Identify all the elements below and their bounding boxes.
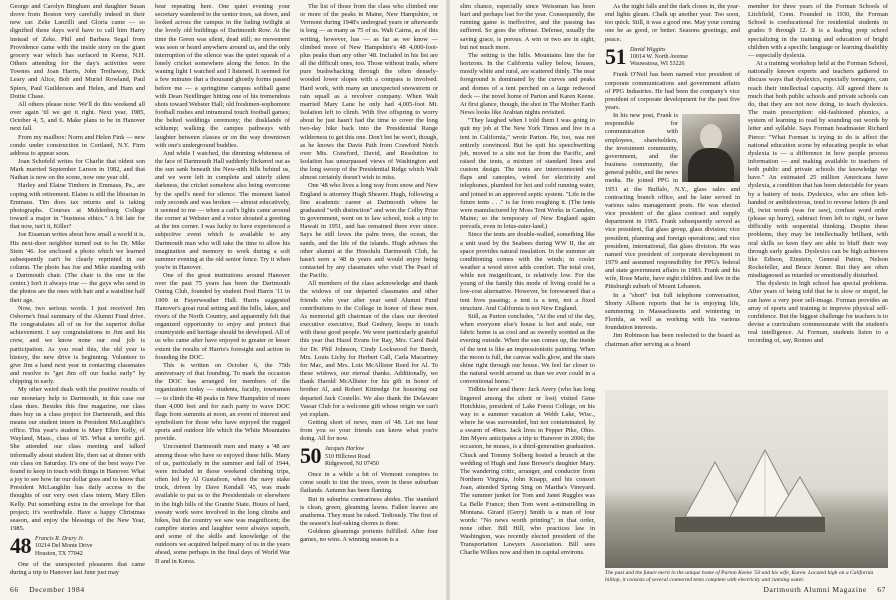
- paragraph: At a training workshop held at the Forman School, nationally known experts and teachers gathered to discuss ways that dyslexics, especially teenagers, can reach their intellectual capacity. All agreed there is much that both public schools and private schools can do, that they are not now doing, to teach dyslexics. The main prescription: old-fashioned phonics, a system of learning to read by sounding out words by letter and syllable. Says Forman headmaster Richard Pierce: "What Forman is trying to do is affect the national education scene by educating people to what dyslexia is — a difference in how people process information — and making available to teachers of both public and private schools the knowledge we have." An estimated 25 million Americans have dyslexia, a condition that has been detectable for years by a battery of tests. Dyslexics, who are often left-handed or ambidextrous, tend to reverse letters (b and d), twist words (was for saw), confuse word order (please up hurry), subtract from left to right, or have difficulty with sequential thinking. Despite these problems, they may be intellectually brilliant, with oral skills so keen they are able to bluff their way through early grades. Dyslexics can be high achievers like Edison, Einstein, General Patton, Nelson Rockefeller, and Bruce Jenner. But they are often misdiagnosed as retarded or emotionally disturbed.: [748, 60, 888, 280]
- paragraph: Now, two serious words. I just received Jim Osborne's final summary of the Alumni Fund drive. He congratulates all of us for the superior dollar achievement. I say congratulations to Jim and his crew, and we know none our real job is participation. As you read this, the old year is history, the new drive is beginning. Volunteer to give Jim a hand next year in contacting classmates and resolve to "get Jim off our backs early" by chipping in early.: [10, 304, 145, 386]
- secretary-name: Francis R. Drury Jr.: [35, 536, 84, 543]
- column-5: [605, 3, 740, 385]
- paragraph: The dyslexic in high school has special problems. After years of being told that he is slow or stupid, he can have a very poor self-image. Forman provides an array of sports and training to improve physical self-confidence. But the biggest challenge for teachers is to devise a curriculum commensurate with the student's real intelligence. At Forman, students listen to a recording of, say, Romeo and: [748, 280, 888, 345]
- column-2: [155, 3, 290, 583]
- paragraph: Goldenn gleamings portents fulfilled. After four games, no wins. A winning season is a: [300, 528, 438, 544]
- paragraph: Once in a while a bit of Vermont conspires to come south to tint the trees, even in these suburban flatlands. Autumn has been flaming.: [300, 471, 438, 495]
- city: Ridgewood, NJ 07450: [325, 460, 379, 467]
- paragraph: The list of those from the class who climbed one or more of the peaks in Maine, New Hampshire, or Vermont during 1948's undergrad years or afterwards is long — as many as 75 of us. Walt Cairns, as of this writing, however, has — as far as we know — climbed more of New Hampshire's 48 4,000-foot-plus peaks than any other '48. Included in his list are all the difficult ones, too. Those without trails, where pure bushwhacking through the often densely-wooded lower slopes with a compass is involved. Hard work, with many an unexpected snowstorm or rain squall as a revolver company. When Walt married Mary Lane he only had 4,005-foot Mt. Isolation left to climb. With five offspring to worry about he just hasn't had the time to cover the long two-day hike back into the Presidential Range wilderness to get this one. Don't bet he won't, though, as he knows the Davis Path from Crawford Notch over Mts. Crawford, David, and Resolution to Isolation has unsurpassed views of Washington and the long swoop of the Presidential Ridge which Walt almost certainly doesn't wish to miss.: [300, 3, 438, 182]
- paragraph: Jim Robinson has been reelected to the board as chairman after serving as a board: [605, 332, 740, 348]
- paragraph: Harley and Elaine Timbers in Emmaus, Pa., are coping with retirement. Elaine is still the librarian in Emmaus. Tim does tax returns and is taking photographs. Courses at Muhlenburg College toward a major in "business ethics." A bit late for that now, isn't it, Killer?: [10, 182, 145, 231]
- paragraph: Still, as Parton concludes, "At the end of the day, when everyone else's house is hot and stale, our fabric home is as cool and as sweetly scented as the evening outside. When the sun comes up, the inside of the tent is like an impressionistic painting. When the moon is full, the canvas walls glow, and the stars shine right through our house. We feel far closer to the natural world around us than we ever could in a conventional home.": [460, 312, 595, 386]
- paragraph: Tidbits here and there: Jack Avery (who has long lingered among the silent or lost) visited Gene Hotchkiss, president of Lake Forest College, on his way to a summer vacation at Webb Lake, Wisc., where he was surrounded, but not contaminated, by a swarm of 49ers. Jack lives in Pepper Pike, Ohio. Jim Myers anticipates a trip to Hanover in 2006; the occasion, he muses, is a third-generation graduation. Chuck and Tommy Solberg hosted a brunch at the wedding of Hugh and Jane Brewer's daughter Mary. The wandering critic, arranger, and conductor from Northern Virginia, John Knapp, and his consort Joan, attended Spring Sing on Martha's Vineyard. The summer junket for Tom and Janet Ruggles was La Belle France; then Tom went a-minstrelling in Montana. Girard (Gerry) Smith is a man of four words: "No news worth printing"; in that order, none other. Bill Hill, who practices law in Washington, was recently elected president of the Transportation Lawyers Association. Bill sees Charlie Wilkes now and then in capital environs.: [460, 386, 595, 557]
- tent-house-photo: [605, 390, 888, 568]
- portrait-photo: [682, 114, 740, 182]
- paragraph: member for three years of the Forman Schools of Litchfield, Conn. Founded in 1930, the Forman School is coeducational for residential students in grades 9 through 12. It is a leading prep school specializing in the training and education of bright children with a specific language or learning disability — especially dyslexia.: [748, 3, 888, 59]
- class-number: 51: [605, 43, 626, 69]
- city: Houston, TX 77042: [35, 550, 83, 557]
- column-3: [300, 3, 438, 583]
- photo-caption: The past and the future merit in the unique home of Parton Keene '50 and his wife, Karen. Located high on a California hilltop, it consists of several connected tents complete with electricity and running water.: [605, 570, 874, 583]
- secretary-address: [630, 47, 688, 69]
- paragraph: bear repeating here. One quiet evening your secretary wandered to the senior trees, sat down, and looked across the campus in the fading twilight at the lovely old buildings of Dartmouth Row. At the time the Green was silent, dead still; no movement was seen or heard anywhere around us, and the only interruption of the silence was the quiet squeak of a lonely cricket somewhere along the fence. In the waning light I watched and I listened. It seemed for a few minutes that a thousand ghostly forms passed before me — a springtime campus softball game with Dean Neidlinger hitting one of his tremendous shots toward Webster Hall; old freshmen-sophomore football rushes and intramural touch football games; the belted weddings ceremony; the dusklands of schlump; walking the campus pathways with laughter between classes or on the way downtown with one's underground buddies.: [155, 3, 290, 149]
- secretary-address: [35, 536, 93, 558]
- paragraph: "They laughed when I told them I was going to quit my job at The New York Times and live in a tent in California," wrote Parton. He, too, was not entirely convinced. But he quit his speechwriting job, moved to a site not far from the Pacific, and raised the tents, a mixture of standard lines and custom design. The tents are interconnected via flaps and canopies, wired for electricity and telephones, plumbed for hot and cold running water, and joined to an approved septic system. "Life in the future tents . . ." is far from roughing it. (The tents were manufactured by Moss Tent Works in Camden, Maine; so the temporary of New England again prevails, even in lotus-eater-land.): [460, 117, 595, 231]
- paragraph: slim chance, especially since Weissman has been hurt and perhaps lost for the year. Consequently, the running game is ineffective, and the passing has suffered. So goes the offense. Defense, usually the saving grace, is porous. A win or two are in sight, but not much more.: [460, 3, 595, 51]
- secretary-address: [325, 446, 379, 468]
- paragraph: From my mailbox: Norm and Helen Fink — new condo under construction in Cortland, N.Y. Firm address to appear soon.: [10, 133, 145, 157]
- column-6: [748, 3, 888, 385]
- paragraph: In a "short" but full telephone conversation, Shorty Allison reports that he is enjoying life, summering in Massachusetts and wintering in Florida, as well as working with his various foundation interests.: [605, 291, 740, 332]
- column-4: [460, 3, 595, 583]
- tent-illustration: [675, 442, 825, 532]
- paragraph: Frank O'Neil has been named vice president of corporate communications and government affairs of PPG Industries. He had been the company's vice president of corporate development for the past five years.: [605, 71, 740, 112]
- portrait-body: [688, 148, 734, 182]
- folio-left: [10, 585, 85, 594]
- city: Wauwatosa, WI 53226: [630, 61, 685, 68]
- paragraph: As the night falls and the dark closes in, the year-end lights gleam. Chalk up another year. Too soon, too quick. Still, it was a good one. May your coming one be as good, or better. Seasons greetings, and peace.: [605, 3, 740, 43]
- folio-right: [763, 585, 886, 594]
- paragraph: One of the great institutions around Hanover over the past 75 years has been the Dartmouth Outing Club, founded by student Fred Harris '11 in 1909 in Fayerweather Hall. Harris suggested Hanover's great rural setting and the hills, lakes, and rivers of the North Country, and apparently felt that organized opportunity to enjoy and protect that countryside and heritage should be developed. All of us who came after have enjoyed to greater or lesser extent the results of Harris's foresight and action in founding the DOC.: [155, 272, 290, 361]
- paragraph: All others please note: We'll do this weekend all over again 'til we get it right. Next year, 1985, October 4, 5, and 6. Make plans to be in Hanover next fall.: [10, 100, 145, 133]
- class-50-header: [300, 443, 438, 469]
- secretary-name: Jacques Harlow: [325, 446, 365, 453]
- page-number: 67: [877, 585, 886, 594]
- paragraph: This is written on October 6, the 75th anniversary of that founding. To mark the occasion the DOC has arranged for members of the organization today — students, faculty, townsmen — to climb the 48 peaks in New Hampshire of more than 4,000 feet and for each party to wave DOC flags from summits at noon, an event of interest and symbolism for those who have enjoyed the rugged sports and outdoor life which the White Mountains provide.: [155, 361, 290, 443]
- street: 510 Hillcrest Road: [325, 453, 371, 460]
- page-number: 66: [10, 585, 19, 594]
- paragraph: Since the tents are double-walled, something like a unit used by the Seabees during WW II, the air space provides natural insulation. In the summer air conditioning comes with the winds; in cooler weather a wood stove adds comfort. The total cost, while not insignificant, is relatively low. For the young of the family this mode of living could be a low-cost alternative. However, be forewarned that a tent lives passing; a tent is a tent, not a fixed structure. And California is not New England.: [460, 231, 595, 312]
- class-51-header: [605, 43, 740, 69]
- paragraph: All members of the class acknowledge and thank the widows of our departed classmates and other friends who year after year send Alumni Fund contributions to the College in honor of these men. As memorial gift chairman of the class our devoted executive executive, Bud Gednoy, keeps in touch with these good people. We were particularly grateful this year that Hazel Evans for Ray, Mrs. Carol Bald for Dr. Phil Johnson, Cindy Lockwood for Beech, Mrs. Louis Lichy for Herbert Call, Carla Macartney for Mac, and Mrs. Lois McAllister Reed for Al. To these widows, our eternal thanks. Additionally, we thank Harold McAllister for his gift in honor of brother Al, and Robert Kittredge for honoring our departed Jack Costello. We also thank the Delaware Vassar Club for a welcome gift whose origin we can't yet explain.: [300, 280, 438, 418]
- street: 10014 W. North Avenue: [630, 53, 688, 60]
- paragraph: George and Carolyn Bingham and daughter Susan drove from Boston very carefully indeed in their new car. Zeke Lanzilli and Gloria came — so dignified these days we'd have to call him Harry instead of Zeke. Phil and Barbara Segal from Providence came with the inside story on the giant grocery war which has surfaced in Keene, N.H. Others attending for the day's activities were Townes and Joan Harris, John Treihaway, Dick Leary and Alice, Bob and Muriel Rowland, Paul Spiers, Paul Guilderson and Helen, and Ham and Dottie Chase.: [10, 3, 145, 100]
- class-48-header: [10, 533, 145, 559]
- magazine-title: Dartmouth Alumni Magazine: [763, 585, 867, 594]
- paragraph: But in suburbia contrariness abides. The standard is clean, green, gleaming lawns. Fallen leaves are anathema. They must be raked. Tediously. The first of the season's leaf-raking chores is done.: [300, 495, 438, 527]
- paragraph: In his new post, Frank is responsible for communication with employees, shareholders, the investment community, government, and the business community, the general public, and the news media. He joined PPG in 1951 at the Buffalo, N.Y., glass sales and contracting branch office, and he later served in various sales management posts. He was elected vice president of the glass contract and supply department in 1965. Frank subsequently served as vice president, flat glass group, glass division; vice president, planning and foreign operations; and vice president, international, flat glass division. He was named vice president of corporate development in 1979 and assumed responsibility for PPG's federal and state government affairs in 1983. Frank and his wife, Rose Marie, have eight children and live in the Pittsburgh suburb of Mount Lebanon.: [605, 112, 740, 291]
- paragraph: My other weird deals with the positive results of our monetary help to Dartmouth, in this case our class dues. Besides this fine magazine, our class dues buy us a class project for Dartmouth, and this means our student intern in President McLaughlin's office. This year's student is Mary Ellen Kelly, of Wayland, Mass., class of '85. What a terrific girl. She attended our class meeting and talked informally about student life, then sat at dinner with our class on Saturday. It's one of the best ways I've found to keep in touch with things in Hanover. What a joy to see how far our dollar goes and to know that President McLaughlin has daily access to the thoughts of our very own class intern, Mary Ellen Kelly. Put something extra in the envelope for that project; it's worthwhile. Have a happy Christmas season, and enjoy the blessings of the New Year, 1985.: [10, 386, 145, 532]
- paragraph: The setting is the hills. Mountains line the far horizons. In the California valley below, houses, mostly white and rural, are scattered thinly. The near foreground is dominated by the curves and peaks and domes of a tent perched on a large redwood deck — the novel home of Parton and Karen Keene. At first glance, though, the shot in The Mother Earth News looks like Arabian nights revisited.: [460, 51, 595, 117]
- paragraph: One of the unexpected pleasures that came during a trip to Hanover last June just may: [10, 560, 145, 576]
- class-number: 50: [300, 443, 321, 469]
- portrait-head: [700, 124, 722, 150]
- paragraph: Joan Schofeld writes for Charlie that oldest son Mark married September Larson in 1982, and that Nathan is now on the scene, now one year old.: [10, 157, 145, 182]
- paragraph: One '48 who lives a long way from snow and New England is attorney Hugh Shearer. Hugh, following a fine academic career at Dartmouth where he graduated "with distinction" and won the Colby Prize in government, went on to law school, took a trip to Hawaii in 1951, and has remained there ever since. Says he still loves the palm trees, the ocean, the sands, and the life of the islands. Hugh advises the other alumni at the Honolulu Dartmouth Club, he hasn't seen a '48 in years and would enjoy being contacted by any classmates who visit The Pearl of the Pacific.: [300, 182, 438, 280]
- paragraph: Getting short of news, men of '48. Let me hear from you so your friends can know what you're doing. All for now.: [300, 418, 438, 443]
- street: 10214 Del Monte Drive: [35, 543, 93, 550]
- issue-date: December 1984: [29, 585, 85, 594]
- class-number: 48: [10, 533, 31, 559]
- column-1: [10, 3, 145, 583]
- paragraph: And while I watched, the dimming whiteness of the face of Dartmouth Hall suddenly flickered out as the sun sank beneath the New-nith hills behind us, and we were left in complete and utterly silent darkness, the cricket somehow also being overcome by the spell's need for silence. The moment lasted only seconds and was broken — almost educatively, it seemed to me — when a carl's lights came around the corner at Webster and a voice shouted a greeting at the inn corner. I was lucky to have experienced a subjective event which is available to any Dartmouth man who will take the time to allow his imagination and memory to work during a soft summer evening at the old senior fence. Try it when you're in Hanover.: [155, 149, 290, 271]
- secretary-name: David Wiggins: [630, 46, 666, 53]
- paragraph: Uncounted Dartmouth men and many a '48 are among those who have so enjoyed these hills. Many of us, particularly in the summer and fall of 1944, were included in those weekend climbing trips, often led by Al Gustafson, when the navy stake truck, driven by Dave Kendall '45, was made available to put us to the Presidentials or elsewhere in the high hills of the Granite State. Hours of hard, sweaty work were involved in the long climbs and hikes, but the country we saw was magnificent; the campfire stories and laughter were always superb, and some of the skills and knowledge of the outdoors we acquired helped many of us in the years ahead, some perhaps in the final days of World War II and in Korea.: [155, 443, 290, 565]
- paragraph: Joe Eisaman writes about how small a world it is. His next-door neighbor turned out to be Dr. Mike Stein '46. Joe enclosed a photo which we learned subsequently can't be clearly reprinted in our column. The photo has Joe and Mike standing with a Dartmouth chair. (The chair is the one in the center.) Isn't it always true — the guys who send in the photos are the ones with hair and a waistline half their age.: [10, 231, 145, 304]
